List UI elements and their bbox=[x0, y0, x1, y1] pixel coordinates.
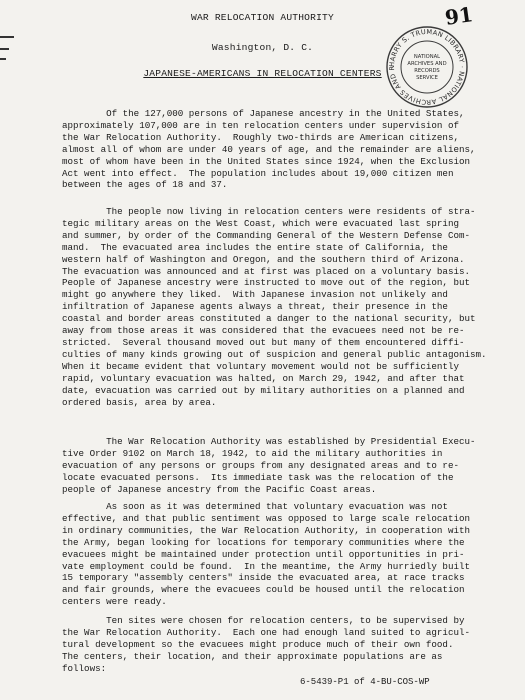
archive-stamp bbox=[384, 24, 470, 110]
paragraph-wra-established: The War Relocation Authority was established by Presidential Execu- tive Order 9102 on March 18, 1942, to aid the military authorities in evacuation of any persons or groups from any designated areas and to re- locate evacuated persons. Its immediate task was the relocation of the people of Japanese ancestry from the Pacific Coast areas. bbox=[62, 436, 476, 495]
stamp-ring-text: HARRY S. TRUMAN LIBRARY · NATIONAL ARCHIVES AND R bbox=[387, 27, 467, 107]
stamp-center-line: RECORDS bbox=[414, 68, 440, 74]
document-title: JAPANESE-AMERICANS IN RELOCATION CENTERS bbox=[143, 68, 382, 79]
stamp-center-line: SERVICE bbox=[416, 75, 438, 81]
binding-mark bbox=[0, 36, 14, 38]
archive-stamp-graphic bbox=[384, 24, 470, 110]
stamp-center-line: ARCHIVES AND bbox=[407, 61, 447, 67]
agency-heading: WAR RELOCATION AUTHORITY bbox=[191, 12, 334, 23]
paragraph-assembly-centers: As soon as it was determined that voluntary evacuation was not effective, and that public sentiment was opposed to large scale relocation in ordinary communities, the War Relocation Authority, in cooperation with the Army, began looking for locations for temporary communities where the evacuees might be maintained under protection until opportunities in pri- vate employment could be found. In the meantime, the Army hurriedly built 15 temporary "assembly centers" inside the evacuated area, at race tracks and fair grounds, where the evacuees could be housed until the relocation centers were ready. bbox=[62, 501, 470, 608]
document-code: 6-5439-P1 of 4-BU-COS-WP bbox=[300, 677, 430, 687]
stamp-center-line: NATIONAL bbox=[413, 54, 441, 60]
paragraph-population: Of the 127,000 persons of Japanese ancestry in the United States, approximately 107,000 are in ten relocation centers under supervision of the War Relocation Authority. Roughly two-thirds are American citizens, almost all of whom are under 40 years of age, and the remainder are aliens, most of whom have been in the United States since 1924, when the Exclusion Act went into effect. The population includes about 19,000 citizen men between the ages of 18 and 37. bbox=[62, 108, 476, 191]
binding-mark bbox=[0, 58, 6, 60]
handwritten-page-number: 91 bbox=[443, 2, 475, 30]
paragraph-relocation-sites: Ten sites were chosen for relocation centers, to be supervised by the War Relocation Authority. Each one had enough land suited to agricul- tural development so the evacuees might produce much of their own food. The centers, their location, and their approximate populations are as follows: bbox=[62, 615, 470, 674]
city-heading: Washington, D. C. bbox=[211, 42, 314, 53]
paragraph-evacuation: The people now living in relocation centers were residents of stra- tegic military areas on the West Coast, which were evacuated last spring and summer, by order of the Commanding General of the Western Defense Com- mand. The evacuated area includes the entire state of California, the western half of Washington and Oregon, and the southern third of Arizona. The evacuation was announced and at first was placed on a voluntary basis. People of Japanese ancestry were instructed to move out of the region, but might go anywhere they liked. With Japanese invasion not unlikely and infiltration of Japanese agents always a threat, their presence in the coastal and border areas constituted a danger to the national security, but away from those areas it was considered that the evacuees need not be re- stricted. Several thousand moved out but many of them encountered diffi- culties of many kinds growing out of suspicion and general public antagonism. When it became evident that voluntary movement would not be sufficiently rapid, voluntary evacuation was halted, on March 29, 1942, and after that date, evacuation was carried out by military authorities on a planned and ordered basis, area by area. bbox=[62, 206, 487, 408]
